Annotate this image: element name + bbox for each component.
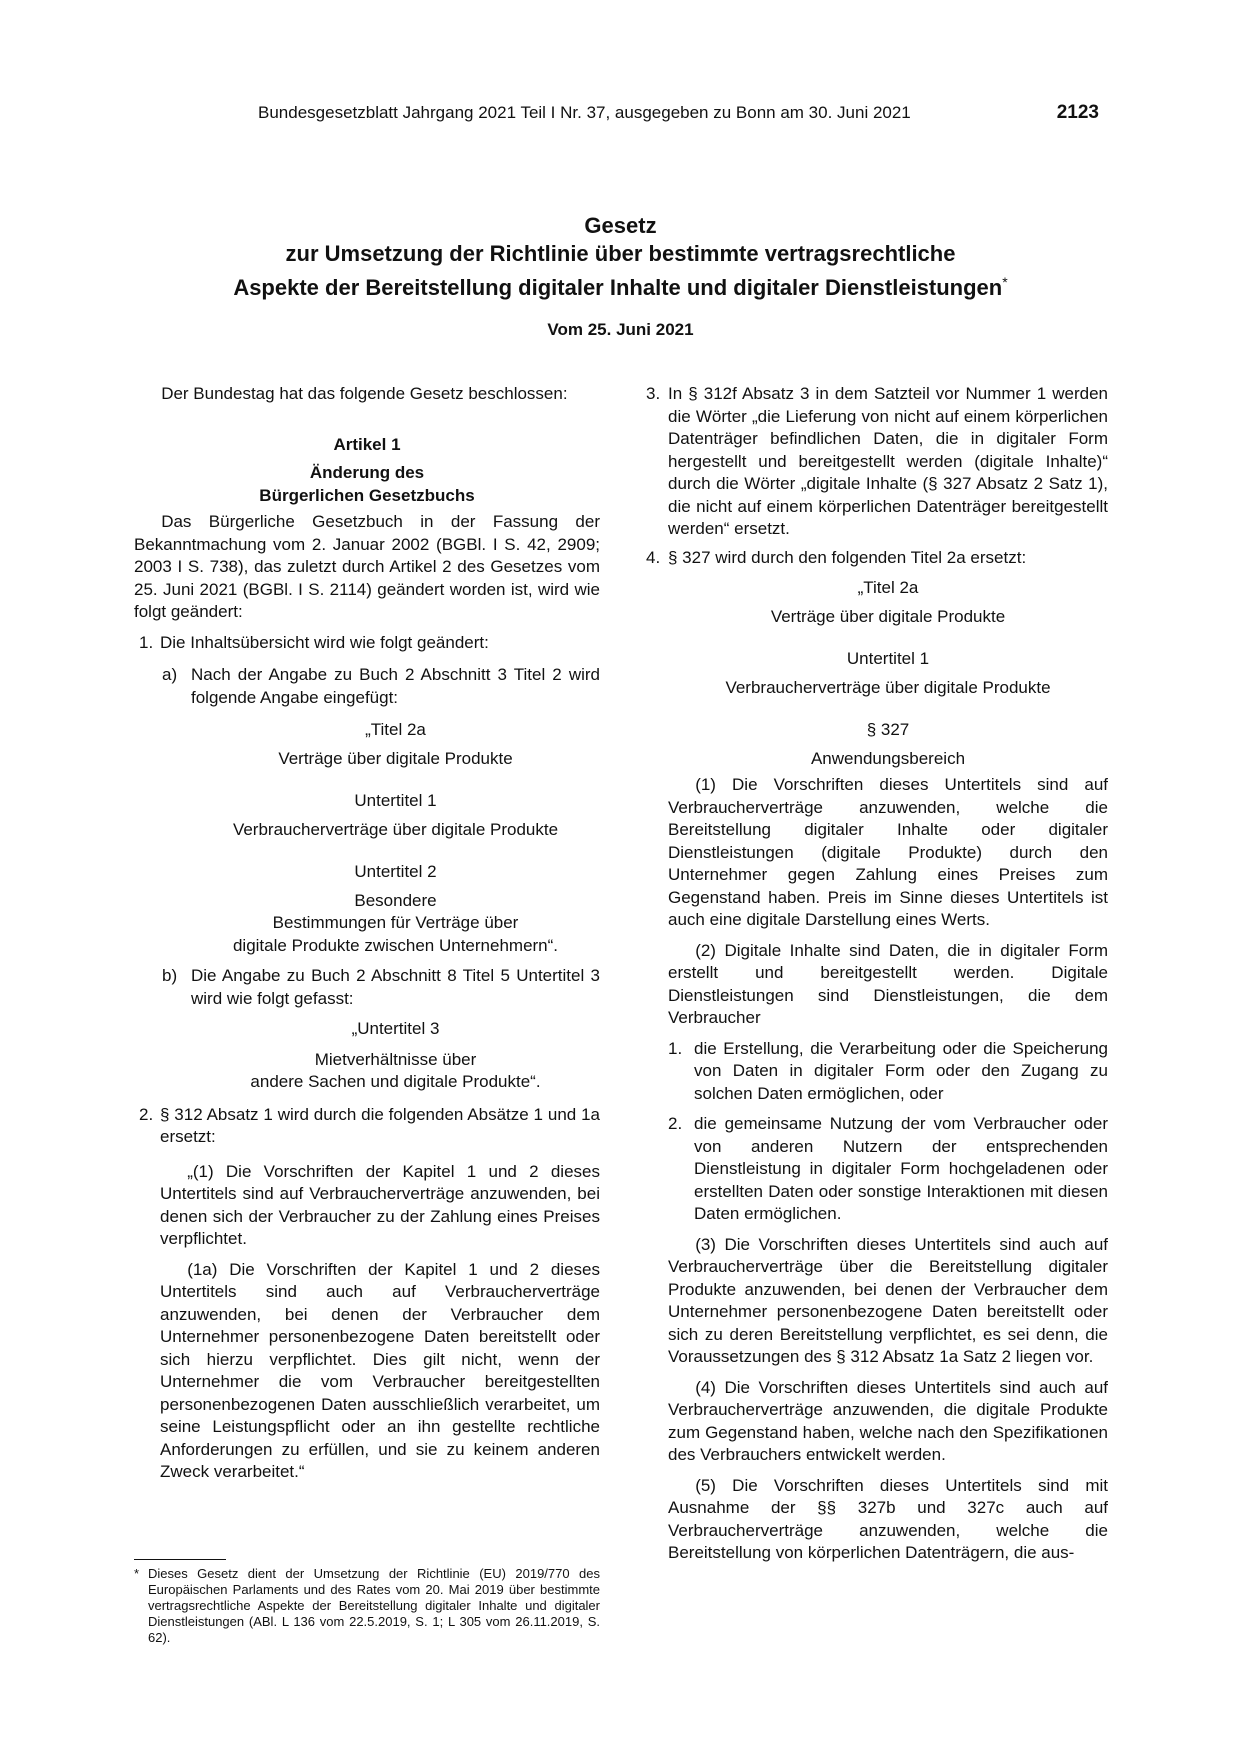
running-header <box>0 101 1241 125</box>
quoted-untertitel-3-name-2: andere Sachen und digitale Produkte“. <box>250 1072 541 1091</box>
absatz-4: (4) Die Vorschriften dieses Untertitels sind auch auf Verbraucherverträge anzuwenden, die digitale Produkte zum Gegenstand haben, welche nach den Spezifikationen des Verbrauchers entwickelt werden. <box>668 1377 1108 1464</box>
title-line-1: Gesetz <box>584 213 657 238</box>
right-column <box>646 383 1108 1565</box>
list-item-3-text: In § 312f Absatz 3 in dem Satzteil vor Nummer 1 werden die Wörter „die Lieferung von nicht auf einem körperlichen Datenträger befindlichen Daten, die in digitaler Form hergestellt und bereitgestellt werden (digitale Inhalte)“ durch die Wörter „digitale Inhalte (§ 327 Absatz 2 Satz 1), die nicht auf einem körperlichen Datenträger bereitgestellt werden“ ersetzt. <box>668 384 1108 538</box>
quoted-untertitel-2-name-3: digitale Produkte zwischen Unternehmern“. <box>232 935 559 955</box>
title-line-3-text: Aspekte der Bereitstellung digitaler Inhalte und digitaler Dienstleistungen <box>233 275 1003 300</box>
list-item-1a-letter: a) <box>162 665 178 684</box>
absatz-2-nummer-2-text: die gemeinsame Nutzung der vom Verbraucher oder von anderen Nutzern der entsprechenden Dienstleistung in digitaler Form hochgeladenen oder erstellten Daten oder sonstige Interaktionen mit diesen Daten ermöglichen. <box>694 1114 1108 1223</box>
quoted-untertitel-2-name-1: Besondere <box>354 890 437 910</box>
law-title <box>0 212 1241 302</box>
quoted-untertitel-1-right: Untertitel 1 <box>846 649 930 668</box>
absatz-5: (5) Die Vorschriften dieses Untertitels sind mit Ausnahme der §§ 327b und 327c auch auf Verbraucherverträge anzuwenden, welche die Bereitstellung von körperlichen Datenträgern, die aus- <box>668 1475 1108 1562</box>
article-title-line-1: Änderung des <box>309 463 425 482</box>
quoted-titel-name-right: Verträge über digitale Produkte <box>770 606 1006 626</box>
quoted-titel: „Titel 2a <box>365 720 426 739</box>
list-item-4 <box>646 547 1108 570</box>
list-item-3 <box>646 383 1108 541</box>
list-item-1-text: Die Inhaltsübersicht wird wie folgt geändert: <box>160 632 489 652</box>
absatz-2: (2) Digitale Inhalte sind Daten, die in digitaler Form erstellt und bereitgestellt werden. Digitale Dienstleistungen sind Dienstleistungen, die dem Verbraucher <box>668 940 1108 1027</box>
quoted-block-1b <box>134 1018 600 1094</box>
quoted-untertitel-1-name-right: Verbraucherverträge über digitale Produkte <box>725 677 1051 697</box>
absatz-2-nummer-1 <box>668 1038 1108 1106</box>
quoted-untertitel-2: Untertitel 2 <box>354 862 437 881</box>
list-item-2-number: 2. <box>139 1104 154 1124</box>
absatz-2-nummer-2-number: 2. <box>668 1114 683 1133</box>
quoted-untertitel-3: „Untertitel 3 <box>351 1019 440 1038</box>
title-line-3 <box>0 268 1241 302</box>
quoted-untertitel-1: Untertitel 1 <box>354 791 437 810</box>
quoted-block-2 <box>134 1161 600 1484</box>
article-intro-paragraph: Das Bürgerliche Gesetzbuch in der Fassung der Bekanntmachung vom 2. Januar 2002 (BGBl. I S. 42, 2909; 2003 I S. 738), das zuletzt durch Artikel 2 des Gesetzes vom 25. Juni 2021 (BGBl. I S. 2114) geändert worden ist, wird wie folgt geändert: <box>134 512 600 621</box>
page-number: 2123 <box>1056 102 1099 123</box>
intro-paragraph: Der Bundestag hat das folgende Gesetz beschlossen: <box>161 384 568 403</box>
list-item-1b <box>134 965 600 1010</box>
title-line-2: zur Umsetzung der Richtlinie über bestimmte vertragsrechtliche <box>285 241 956 266</box>
law-date: Vom 25. Juni 2021 <box>547 320 694 339</box>
quoted-untertitel-1-name: Verbraucherverträge über digitale Produkte <box>232 819 559 839</box>
list-item-1a <box>134 664 600 709</box>
list-item-1a-text: Nach der Angabe zu Buch 2 Abschnitt 3 Titel 2 wird folgende Angabe eingefügt: <box>191 665 600 707</box>
absatz-2-nummer-1-text: die Erstellung, die Verarbeitung oder die Speicherung von Daten in digitaler Form oder den Zugang zu solchen Daten ermöglichen, oder <box>694 1038 1108 1103</box>
footnote-divider <box>134 1559 226 1560</box>
left-column <box>134 383 600 1484</box>
quoted-untertitel-3-name-1: Mietverhältnisse über <box>314 1049 477 1069</box>
list-item-1b-text: Die Angabe zu Buch 2 Abschnitt 8 Titel 5 Untertitel 3 wird wie folgt gefasst: <box>191 966 600 1008</box>
list-item-4-number: 4. <box>646 547 661 567</box>
quoted-absatz-1: „(1) Die Vorschriften der Kapitel 1 und 2 dieses Untertitels sind auf Verbraucherverträge anzuwenden, bei denen sich der Verbraucher zu der Zahlung eines Preises verpflichtet. <box>160 1161 600 1248</box>
list-item-2-text: § 312 Absatz 1 wird durch die folgenden Absätze 1 und 1a ersetzt: <box>160 1104 600 1146</box>
absatz-1: (1) Die Vorschriften dieses Untertitels sind auf Verbraucherverträge anzuwenden, welche die Bereitstellung digitaler Inhalte oder digitaler Dienstleistungen (digitale Produkte) durch den Unternehmer gegen Zahlung eines Preises zum Gegenstand haben. Preis im Sinne dieses Untertitels ist auch eine digitale Darstellung eines Werts. <box>668 775 1108 929</box>
quoted-titel-name: Verträge über digitale Produkte <box>278 748 513 768</box>
article-title-line-2: Bürgerlichen Gesetzbuchs <box>259 485 475 505</box>
article-heading: Artikel 1 <box>333 434 401 454</box>
quoted-paragraph-number: § 327 <box>866 720 910 739</box>
footnote-text: Dieses Gesetz dient der Umsetzung der Richtlinie (EU) 2019/770 des Europäischen Parlaments und des Rates vom 20. Mai 2019 über bestimmte vertragsrechtliche Aspekte der Bereitstellung digitaler Inhalte und digitaler Dienstleistungen (ABl. L 136 vom 22.5.2019, S. 1; L 305 vom 26.11.2019, S. 62). <box>148 1566 600 1645</box>
running-title: Bundesgesetzblatt Jahrgang 2021 Teil I Nr. 37, ausgegeben zu Bonn am 30. Juni 2021 <box>258 103 911 122</box>
list-item-2 <box>134 1104 600 1149</box>
quoted-absatz-1a: (1a) Die Vorschriften der Kapitel 1 und 2 dieses Untertitels sind auch auf Verbraucherverträge anzuwenden, bei denen der Verbraucher dem Unternehmer personenbezogene Daten bereitstellt oder sich hierzu verpflichtet. Dies gilt nicht, wenn der Unternehmer die vom Verbraucher bereitgestellten personenbezogenen Daten ausschließlich verarbeitet, um seine Leistungspflicht oder an ihn gestellte rechtliche Anforderungen zu erfüllen, und sie zu keinem anderen Zweck verarbeitet.“ <box>160 1259 600 1481</box>
quoted-block-1a <box>134 719 600 957</box>
list-item-3-number: 3. <box>646 384 661 403</box>
absatz-2-nummer-1-number: 1. <box>668 1038 683 1058</box>
list-item-1b-letter: b) <box>162 966 178 985</box>
absatz-3: (3) Die Vorschriften dieses Untertitels sind auch auf Verbraucherverträge über die Bereitstellung digitaler Produkte anzuwenden, bei denen der Verbraucher dem Unternehmer personenbezogene Daten bereitstellt oder sich zu deren Bereitstellung verpflichtet, es sei denn, die Voraussetzungen des § 312 Absatz 1a Satz 2 liegen vor. <box>668 1234 1108 1366</box>
quoted-untertitel-2-name-2: Bestimmungen für Verträge über <box>272 913 519 932</box>
quoted-titel-right: „Titel 2a <box>857 578 919 597</box>
title-footnote-mark: * <box>1002 274 1008 290</box>
list-item-4-text: § 327 wird durch den folgenden Titel 2a ersetzt: <box>668 547 1027 567</box>
quoted-paragraph-name: Anwendungsbereich <box>810 748 966 768</box>
list-item-1 <box>134 632 600 655</box>
absatz-2-nummer-2 <box>668 1113 1108 1226</box>
quoted-block-4 <box>646 577 1108 1565</box>
footnote <box>134 1566 600 1646</box>
list-item-1-number: 1. <box>139 632 154 652</box>
footnote-mark: * <box>134 1566 140 1581</box>
